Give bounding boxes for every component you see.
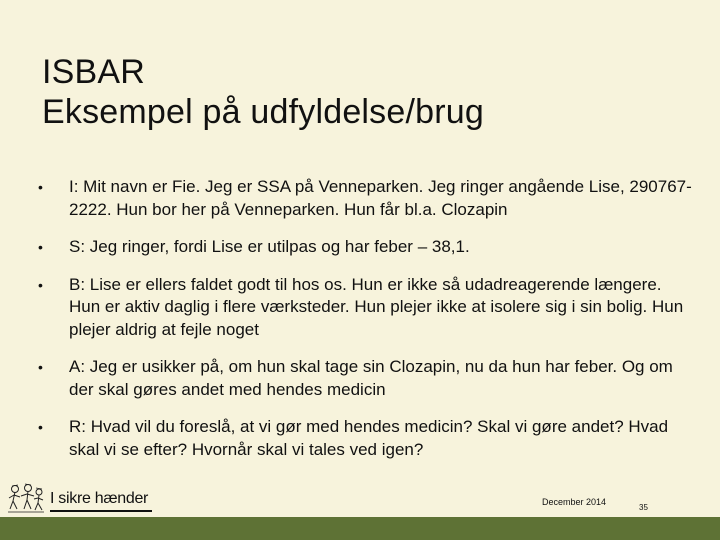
slide-title — [42, 52, 682, 132]
bullet-dot: • — [38, 419, 43, 435]
bullet-item-s — [0, 236, 720, 259]
bullet-text: A: Jeg er usikker på, om hun skal tage sin Clozapin, nu da hun har feber. Og om der skal gøres andet med hendes medicin — [69, 357, 673, 399]
sketch-figures-icon — [6, 482, 46, 516]
bullet-item-b — [0, 274, 720, 342]
logo-underline — [50, 510, 152, 512]
footer-logo — [6, 482, 156, 516]
title-line-2: Eksempel på udfyldelse/brug — [42, 93, 484, 131]
bullet-dot: • — [38, 276, 43, 293]
bullet-dot: • — [38, 239, 43, 255]
bullet-item-r — [0, 416, 720, 461]
page-number: 35 — [639, 503, 648, 512]
bullet-text: S: Jeg ringer, fordi Lise er utilpas og har feber – 38,1. — [69, 237, 470, 256]
bullet-dot: • — [38, 179, 43, 195]
bottom-bar — [0, 517, 720, 540]
bullet-dot: • — [38, 359, 43, 375]
bullet-text: R: Hvad vil du foreslå, at vi gør med hendes medicin? Skal vi gøre andet? Hvad skal vi se efter? Hvornår skal vi tales ved igen? — [69, 417, 669, 459]
bullet-text: B: Lise er ellers faldet godt til hos os. Hun er ikke så udadreagerende længere. Hun er aktiv daglig i flere værksteder. Hun plejer ikke at isolere sig i sin bolig. Hun plejer aldrig at fejle noget — [69, 274, 684, 339]
bullet-list — [0, 176, 720, 476]
logo-text: I sikre hænder — [50, 490, 149, 507]
bullet-item-a — [0, 356, 720, 401]
footer-date: December 2014 — [542, 497, 607, 507]
bullet-item-i — [0, 176, 720, 221]
title-line-1: ISBAR — [42, 53, 146, 91]
bullet-text: I: Mit navn er Fie. Jeg er SSA på Venneparken. Jeg ringer angående Lise, 290767-2222. Hun bor her på Venneparken. Hun får bl.a. Clozapin — [69, 177, 692, 219]
